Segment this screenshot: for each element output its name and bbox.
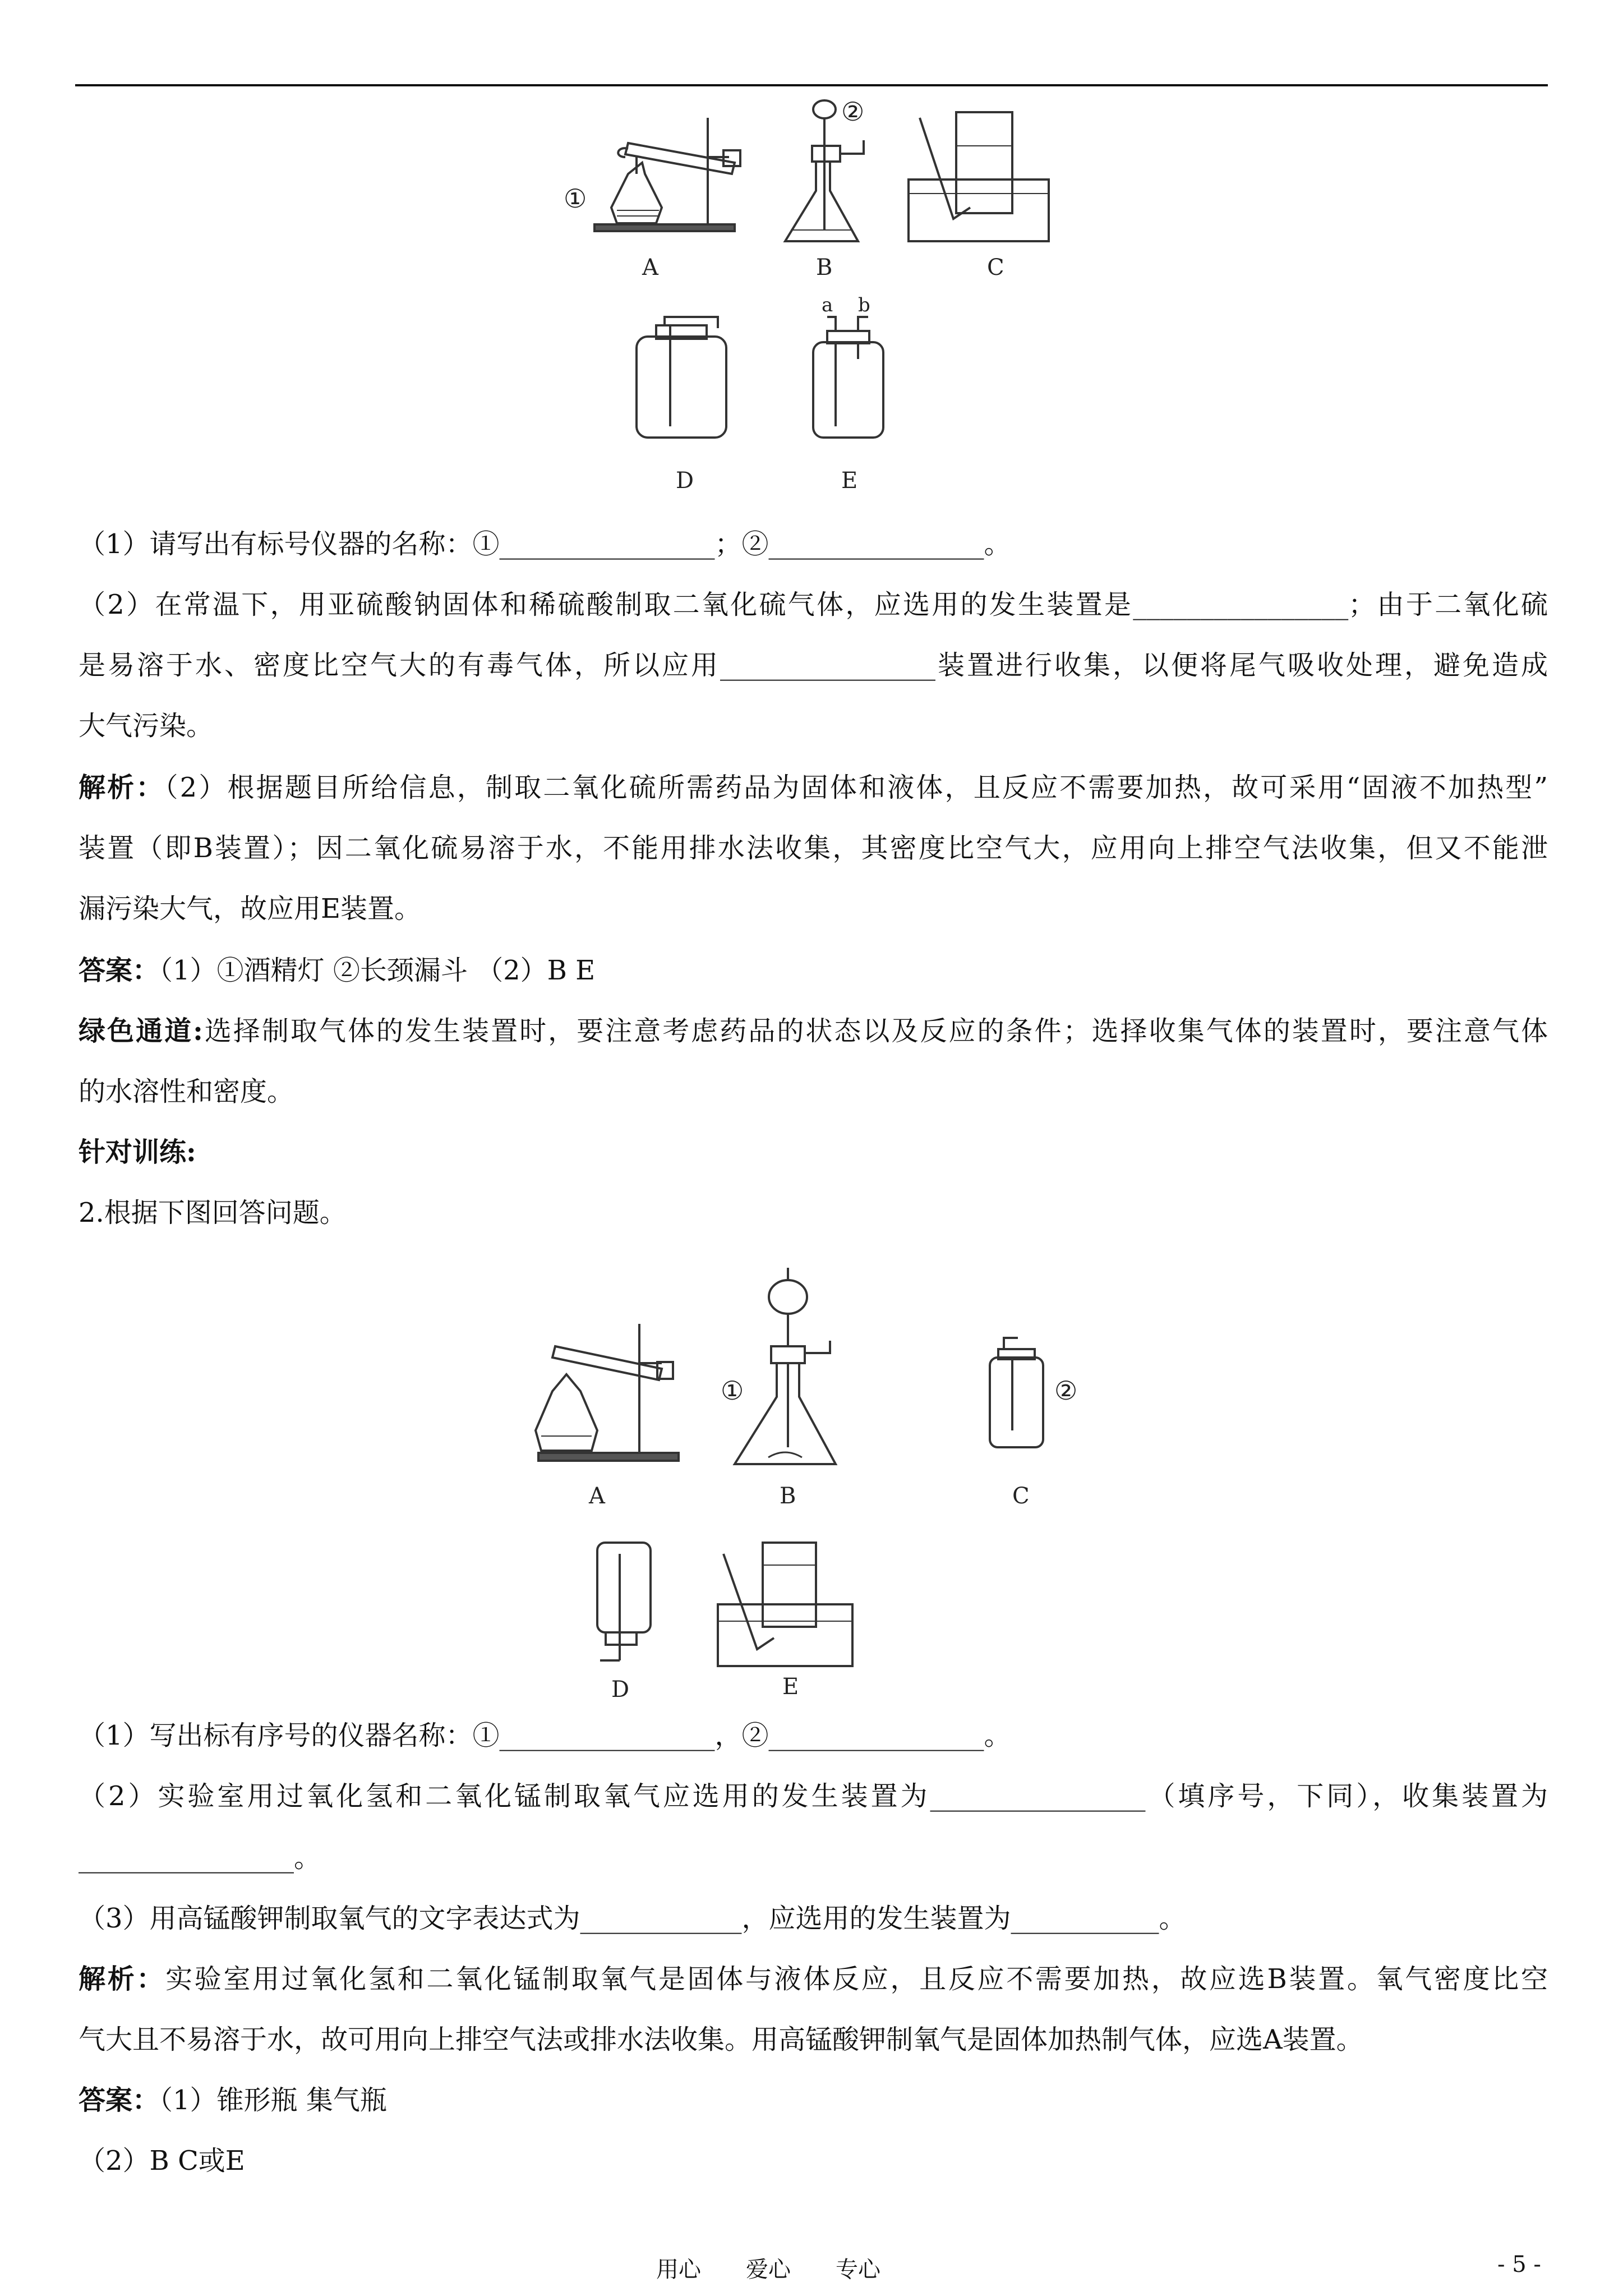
q2-line-3: ________________。: [79, 1842, 321, 1874]
label-c: C: [1012, 1483, 1030, 1509]
q2-title: 2.根据下图回答问题。: [79, 1197, 347, 1228]
analysis2-label: 解析：: [79, 1963, 166, 1995]
answer2-line-1: [79, 2082, 1548, 2119]
green-line-2: 的水溶性和密度。: [79, 1076, 294, 1107]
analysis1-line-3: 漏污染大气，故应用E装置。: [79, 893, 422, 924]
label-circled-1: ①: [721, 1375, 744, 1406]
analysis1-text-1: （2）根据题目所给信息，制取二氧化硫所需药品为固体和液体，且反应不需要加热，故可采用“固液不加热型”: [164, 772, 1548, 803]
apparatus-a-heating: [536, 1324, 679, 1461]
answer2-label: 答案：: [79, 2085, 160, 2116]
label-a-port: a: [822, 294, 833, 316]
label-a: A: [642, 255, 658, 280]
answer2-line-2: （2）B C或E: [79, 2145, 245, 2177]
label-c: C: [987, 255, 1004, 280]
analysis1-label: 解析：: [79, 772, 165, 803]
apparatus-e-washing-bottle: [813, 317, 883, 438]
q2-line-1: （1）写出标有序号的仪器名称：①________________，②________________。: [79, 1720, 1011, 1751]
label-a: A: [589, 1483, 605, 1509]
page-number: - 5 -: [1497, 2252, 1541, 2277]
apparatus-e-water-trough: [718, 1543, 852, 1666]
q1-line-4: 大气污染。: [79, 710, 214, 742]
label-e: E: [782, 1674, 799, 1700]
answer2-text-1: （1）锥形瓶 集气瓶: [159, 2085, 387, 2116]
analysis2-line-2: 气大且不易溶于水，故可用向上排空气法或排水法收集。用高锰酸钾制氧气是固体加热制气体，应选A装置。: [79, 2024, 1363, 2055]
label-circled-2: ②: [841, 96, 865, 127]
q2-line-4: （3）用高锰酸钾制取氧气的文字表达式为____________，应选用的发生装置为___________。: [79, 1903, 1186, 1934]
label-b: B: [816, 255, 833, 280]
header-rule: [75, 84, 1548, 86]
apparatus-figure-2: [527, 1262, 1110, 1700]
q1-line-1: （1）请写出有标号仪器的名称：①________________；②________________。: [79, 528, 1011, 560]
q1-line-2: （2）在常温下，用亚硫酸钠固体和稀硫酸制取二氧化硫气体，应选用的发生装置是________________；由于二氧化硫: [79, 589, 1548, 620]
practice-heading: 针对训练:: [79, 1137, 196, 1168]
answer1-text: （1）①酒精灯 ②长颈漏斗 （2）B E: [159, 955, 596, 986]
footer-motto: 用心 爱心 专心: [656, 2257, 880, 2283]
answer1-line: [79, 952, 1548, 989]
apparatus-b-flask: [735, 1268, 836, 1464]
apparatus-figure-1: [561, 95, 1066, 505]
label-circled-2: ②: [1054, 1375, 1078, 1406]
analysis1-line-2: 装置（即B装置）；因二氧化硫易溶于水，不能用排水法收集，其密度比空气大，应用向上排空气法收集，但又不能泄: [79, 832, 1548, 864]
answer1-label: 答案：: [79, 955, 160, 986]
apparatus-d-gas-bottle: [637, 317, 726, 438]
green-text-1: 选择制取气体的发生装置时，要注意考虑药品的状态以及反应的条件；选择收集气体的装置时，要注意气体: [202, 1015, 1548, 1047]
analysis2-text-1: 实验室用过氧化氢和二氧化锰制取氧气是固体与液体反应，且反应不需要加热，故应选B装置。氧气密度比空: [165, 1963, 1548, 1995]
analysis2-line-1: [79, 1961, 1548, 1998]
label-d: D: [611, 1677, 630, 1700]
apparatus-c-water-trough: [909, 112, 1049, 241]
apparatus-a-heating: [594, 118, 740, 231]
label-circled-1: ①: [564, 183, 587, 214]
green-line-1: [79, 1013, 1548, 1050]
green-label: 绿色通道:: [79, 1015, 203, 1047]
analysis1-line-1: [79, 769, 1548, 806]
apparatus-c-gas-bottle: [990, 1338, 1043, 1447]
label-b-port: b: [858, 294, 870, 316]
label-e: E: [841, 468, 858, 494]
apparatus-d-inverted-bottle: [597, 1543, 651, 1660]
label-d: D: [676, 468, 694, 494]
label-b: B: [780, 1483, 796, 1509]
q2-line-2: （2）实验室用过氧化氢和二氧化锰制取氧气应选用的发生装置为________________（填序号，下同），收集装置为: [79, 1780, 1548, 1812]
q1-line-3: 是易溶于水、密度比空气大的有毒气体，所以应用________________装置进行收集，以便将尾气吸收处理，避免造成: [79, 650, 1548, 681]
